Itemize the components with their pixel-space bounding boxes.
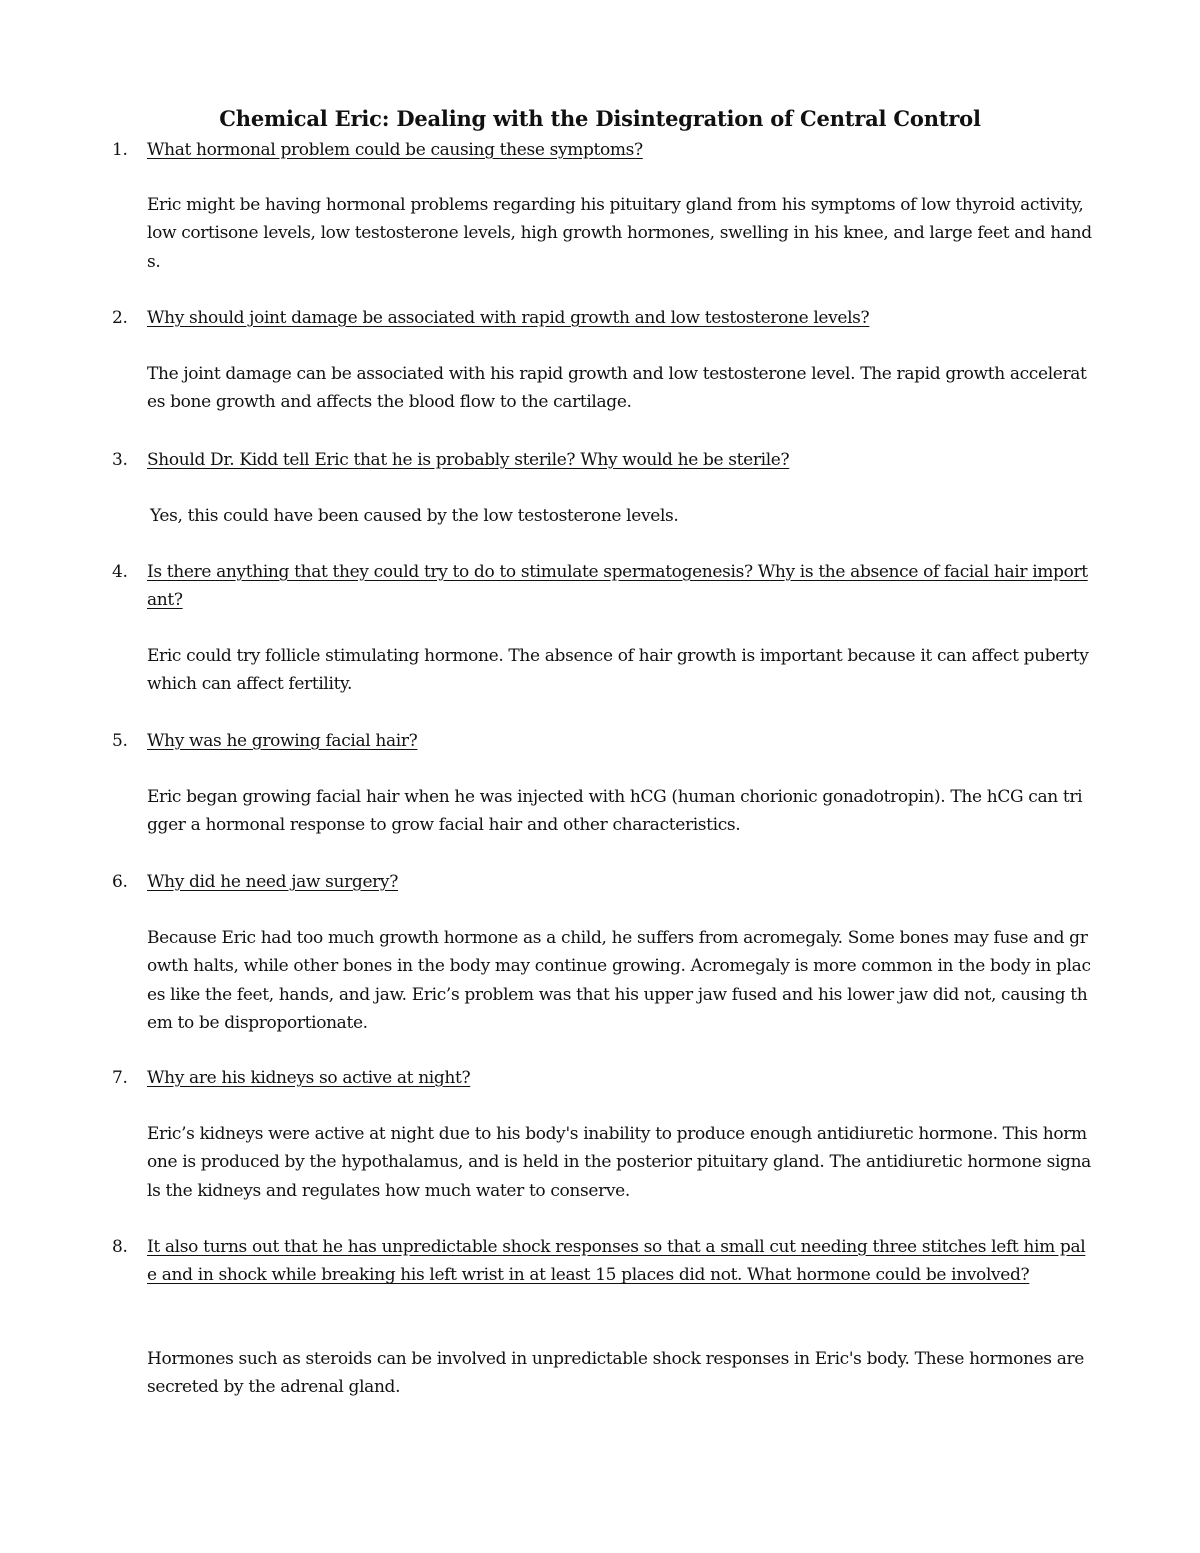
answer-text: Yes, this could have been caused by the low testosterone levels.	[150, 506, 679, 526]
answer-text: The joint damage can be associated with his rapid growth and low testosterone level. The rapid growth accelerates bone growth and affects the blood flow to the cartilage.	[147, 364, 1087, 413]
question-number: 1.	[112, 140, 128, 160]
question-text: Why did he need jaw surgery?	[147, 872, 398, 892]
question-number: 6.	[112, 872, 128, 892]
question-number: 7.	[112, 1068, 128, 1088]
document-title: Chemical Eric: Dealing with the Disintegration of Central Control	[219, 106, 981, 131]
question-number: 3.	[112, 450, 128, 470]
answer-text: Eric’s kidneys were active at night due to his body's inability to produce enough antidiuretic hormone. This hormone is produced by the hypothalamus, and is held in the posterior pituitary gland. The antidiuretic hormone signals the kidneys and regulates how much water to conserve.	[147, 1124, 1091, 1201]
question-number: 4.	[112, 562, 128, 582]
answer-text: Because Eric had too much growth hormone as a child, he suffers from acromegaly. Some bones may fuse and growth halts, while other bones in the body may continue growing. Acromegaly is more common in the body in places like the feet, hands, and jaw. Eric’s problem was that his upper jaw fused and his lower jaw did not, causing them to be disproportionate.	[147, 928, 1091, 1033]
question-text: What hormonal problem could be causing these symptoms?	[147, 140, 643, 160]
question-text: Should Dr. Kidd tell Eric that he is probably sterile? Why would he be sterile?	[147, 450, 790, 470]
question-text: Is there anything that they could try to do to stimulate spermatogenesis? Why is the absence of facial hair important?	[147, 562, 1088, 611]
answer-text: Eric began growing facial hair when he was injected with hCG (human chorionic gonadotropin). The hCG can trigger a hormonal response to grow facial hair and other characteristics.	[147, 787, 1083, 836]
answer-text: Eric could try follicle stimulating hormone. The absence of hair growth is important because it can affect puberty which can affect fertility.	[147, 646, 1089, 695]
question-text: Why should joint damage be associated with rapid growth and low testosterone levels?	[147, 308, 870, 328]
answer-text: Eric might be having hormonal problems regarding his pituitary gland from his symptoms of low thyroid activity, low cortisone levels, low testosterone levels, high growth hormones, swelling in his knee, and large feet and hands.	[147, 195, 1092, 272]
answer-text: Hormones such as steroids can be involved in unpredictable shock responses in Eric's body. These hormones are secreted by the adrenal gland.	[147, 1349, 1085, 1398]
question-number: 2.	[112, 308, 128, 328]
question-text: It also turns out that he has unpredictable shock responses so that a small cut needing three stitches left him pale and in shock while breaking his left wrist in at least 15 places did not. What hormone could be involved?	[147, 1237, 1086, 1286]
question-number: 8.	[112, 1237, 128, 1257]
question-text: Why was he growing facial hair?	[147, 731, 418, 751]
question-number: 5.	[112, 731, 128, 751]
question-text: Why are his kidneys so active at night?	[147, 1068, 471, 1088]
